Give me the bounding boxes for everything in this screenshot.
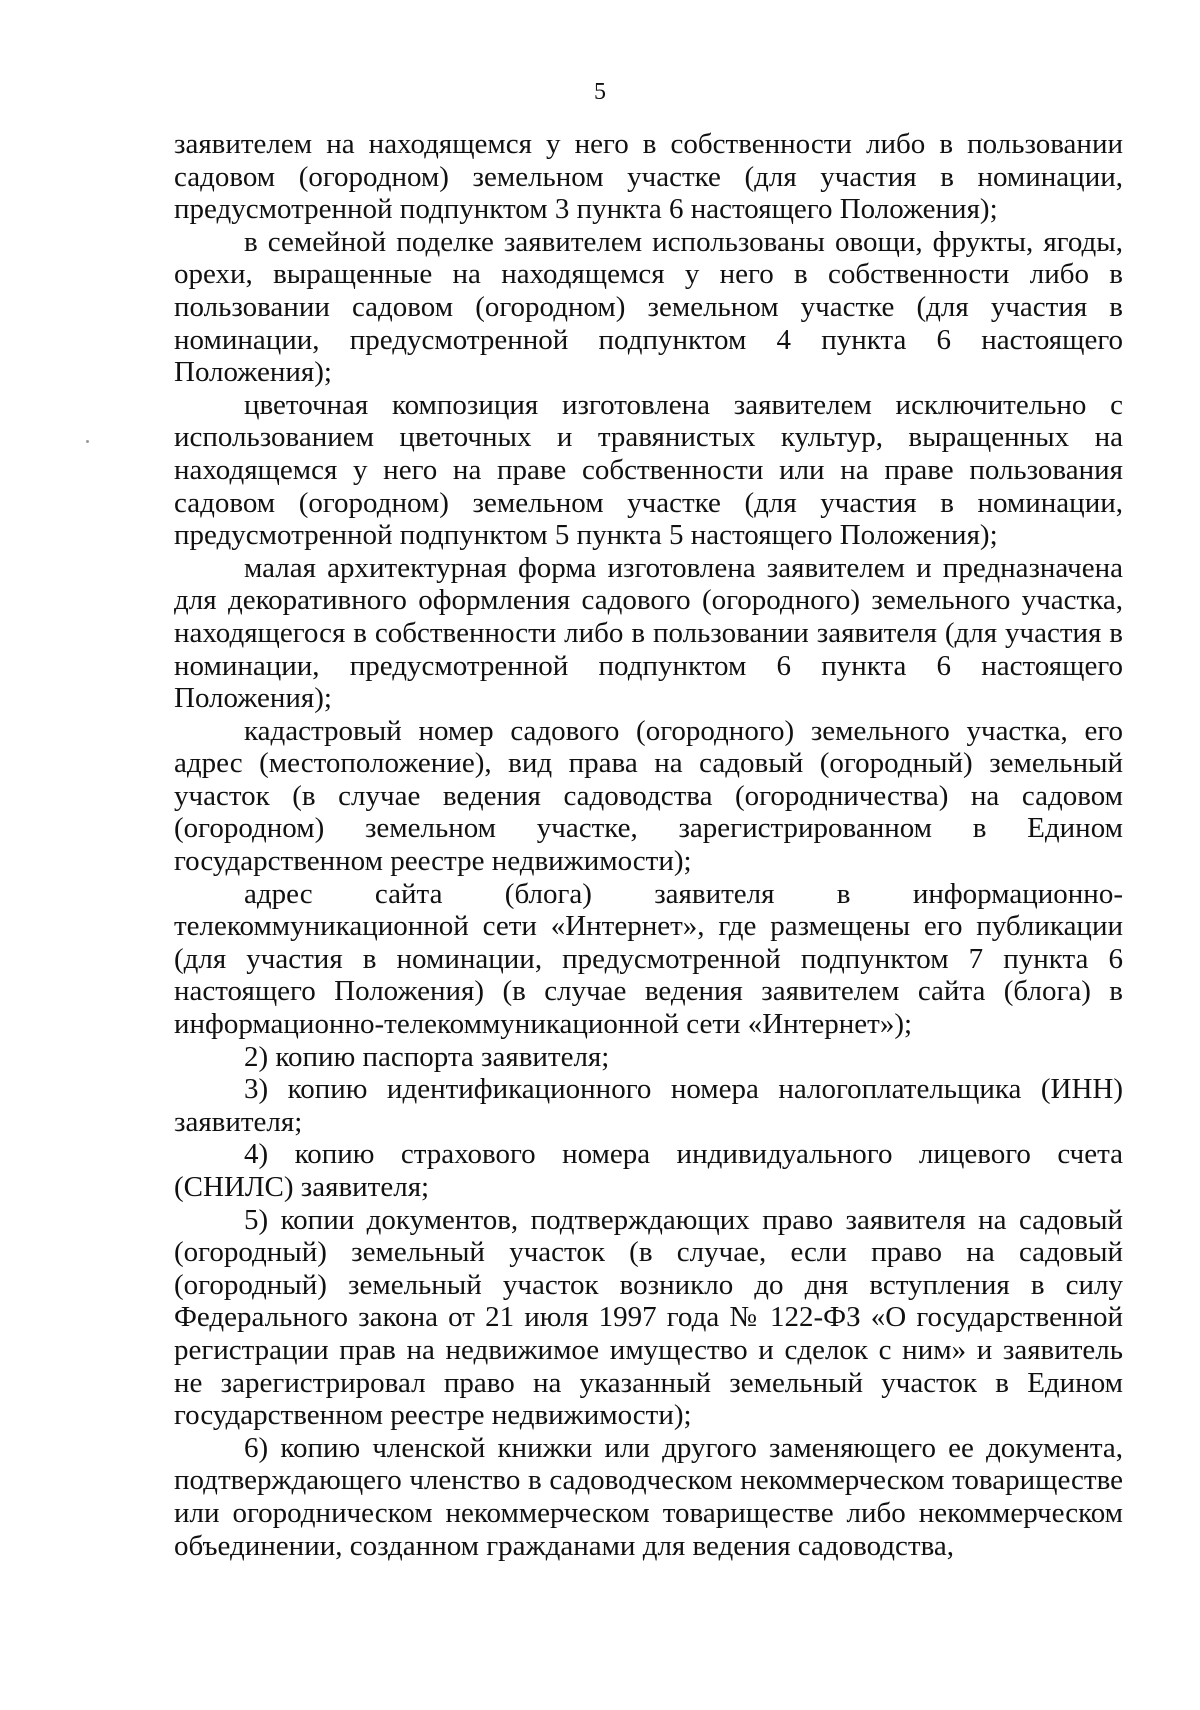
paragraph-website-address: адрес сайта (блога) заявителя в информационно-телекоммуникационной сети «Интернет», где размещены его публикации (для участия в номинации, предусмотренной подпунктом 7 пункта 6 настоящего Положения) (в случае ведения заявителем сайта (блога) в информационно-телекоммуникационной сети «Интернет»); [174,877,1123,1041]
list-item-membership-book: 6) копию членской книжки или другого заменяющего ее документа, подтверждающего членство в садоводческом некоммерческом товариществе или огородническом некоммерческом товариществе либо некоммерческом объединении, созданном гражданами для ведения садоводства, [174,1431,1123,1562]
page-number: 5 [594,79,606,105]
paragraph-flower-composition: цветочная композиция изготовлена заявителем исключительно с использованием цветочных и травянистых культур, выращенных на находящемся у него на праве собственности или на праве пользования садовом (огородном) земельном участке (для участия в номинации, предусмотренной подпунктом 5 пункта 5 настоящего Положения); [174,388,1123,552]
paragraph-small-architectural-form: малая архитектурная форма изготовлена заявителем и предназначена для декоративного оформления садового (огородного) земельного участка, находящегося в собственности либо в пользовании заявителя (для участия в номинации, предусмотренной подпунктом 6 пункта 6 настоящего Положения); [174,551,1123,715]
document-body [174,128,1123,1562]
paragraph-continuation: заявителем на находящемся у него в собственности либо в пользовании садовом (огородном) земельном участке (для участия в номинации, предусмотренной подпунктом 3 пункта 6 настоящего Положения); [174,128,1123,226]
list-item-snils-copy: 4) копию страхового номера индивидуального лицевого счета (СНИЛС) заявителя; [174,1138,1123,1203]
paragraph-family-craft: в семейной поделке заявителем использованы овощи, фрукты, ягоды, орехи, выращенные на находящемся у него в собственности либо в пользовании садовом (огородном) земельном участке (для участия в номинации, предусмотренной подпунктом 4 пункта 6 настоящего Положения); [174,225,1123,389]
list-item-passport-copy: 2) копию паспорта заявителя; [244,1040,610,1073]
list-item-land-rights-documents: 5) копии документов, подтверждающих право заявителя на садовый (огородный) земельный участок (в случае, если право на садовый (огородный) земельный участок возникло до дня вступления в силу Федерального закона от 21 июля 1997 года № 122-ФЗ «О государственной регистрации прав на недвижимое имущество и сделок с ним» и заявитель не зарегистрировал право на указанный земельный участок в Едином государственном реестре недвижимости); [174,1203,1123,1432]
list-item-inn-copy: 3) копию идентификационного номера налогоплательщика (ИНН) заявителя; [174,1073,1123,1138]
paragraph-cadastral-number: кадастровый номер садового (огородного) земельного участка, его адрес (местоположение), вид права на садовый (огородный) земельный участок (в случае ведения садоводства (огородничества) на садовом (огородном) земельном участке, зарегистрированном в Едином государственном реестре недвижимости); [174,714,1123,878]
scan-artifact-dot [86,440,89,443]
